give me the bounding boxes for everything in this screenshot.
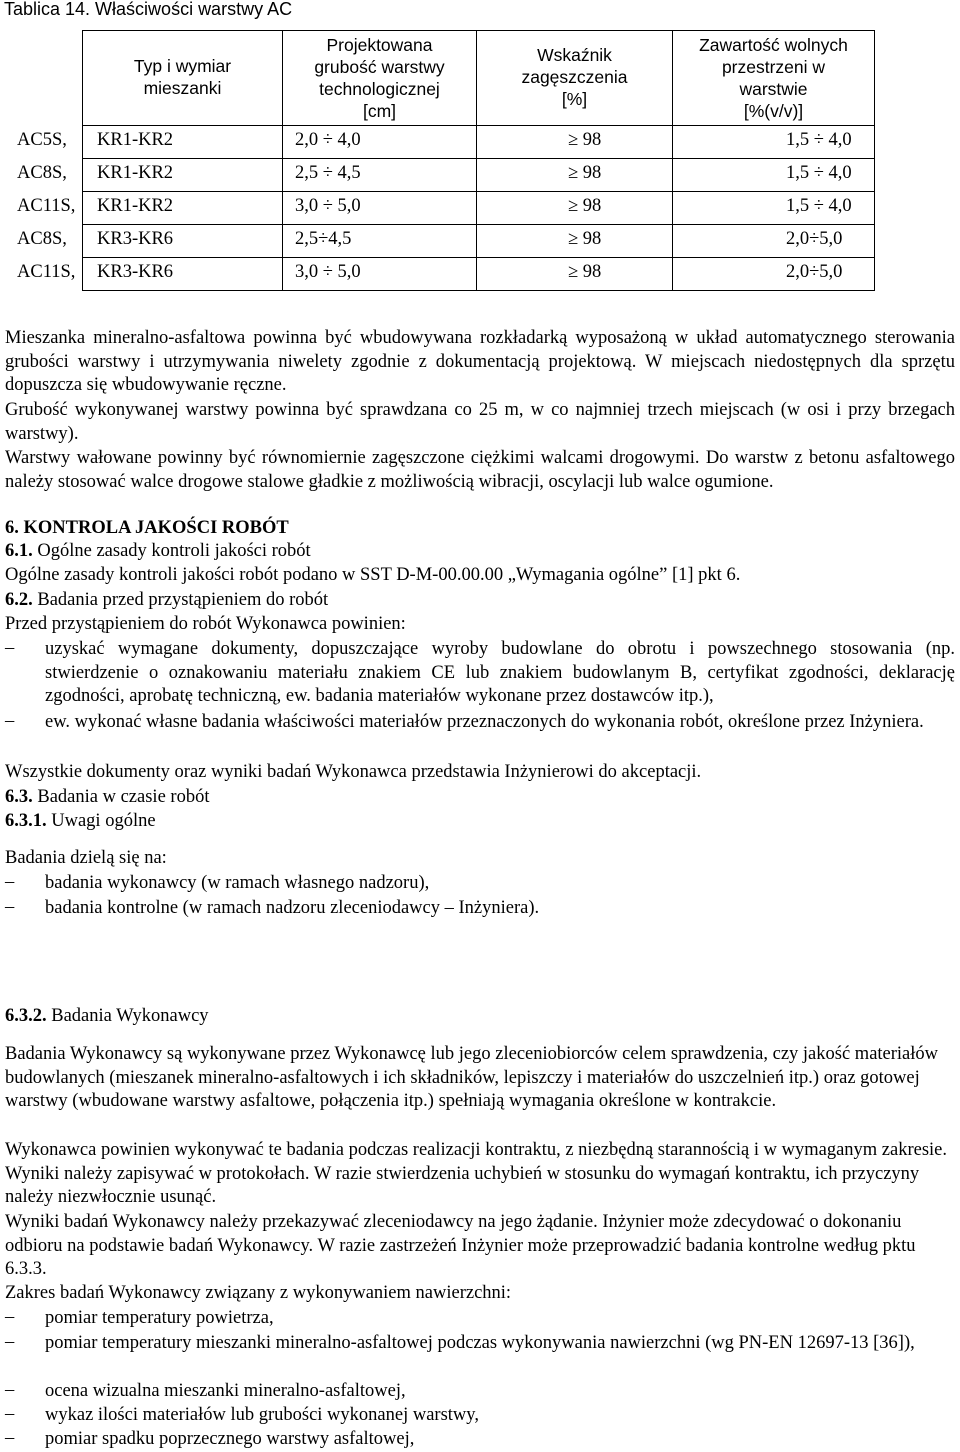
header-cell-type [83,31,283,126]
cell-text: AC5S, [17,130,67,150]
heading-text: Badania w czasie robót [32,787,210,807]
cell-text: KR1-KR2 [97,196,174,216]
cell-text: KR3-KR6 [97,229,174,249]
table-cell-thickness [283,126,477,159]
list-item: ew. wykonać własne badania właściwości materiałów przeznaczonych do wykonania robót, określone przez Inżyniera. [45,712,924,732]
list-item: pomiar temperatury mieszanki mineralno-asfaltowej podczas wykonywania nawierzchni (wg PN-EN 12697-13 [36]), [45,1333,915,1353]
cell-text: 1,5 ÷ 4,0 [786,130,852,150]
list-item: pomiar temperatury powietrza, [45,1308,274,1328]
cell-text: AC8S, [17,163,67,183]
cell-text: AC11S, [17,196,76,216]
table-cell-voids [673,258,875,291]
table-cell-compaction [477,258,673,291]
heading-text: Badania Wykonawcy [46,1006,209,1026]
heading-text: Uwagi ogólne [46,811,156,831]
paragraph-paver: Mieszanka mineralno-asfaltowa powinna być wbudowywana rozkładarką wyposażoną w układ automatycznego sterowania grubości warstwy i utrzymywania niwelety zgodnie z dokumentacją projektową. W miejscach niedostępnych dla sprzętu dopuszcza się wbudowywanie ręczne. [5,328,955,395]
cell-text: ≥ 98 [568,130,602,150]
section-heading-6-3-2 [5,1006,209,1027]
paragraph-6-3-2-b: Wykonawca powinien wykonywać te badania podczas realizacji kontraktu, z niezbędną starannością i w wymaganym zakresie. Wyniki należy zapisywać w protokołach. W razie stwierdzenia uchybień w stosunku do wymagań kontraktu, ich przyczyny należy niezwłocznie usunąć. [5,1140,948,1207]
header-text: warstwie [739,78,808,99]
header-text: technologicznej [319,78,440,99]
cell-text: AC11S, [17,262,76,282]
section-heading-6: 6. KONTROLA JAKOŚCI ROBÓT [5,518,289,538]
table-cell-voids [673,192,875,225]
cell-text: ≥ 98 [568,229,602,249]
table-cell-type [17,225,283,258]
heading-number: 6.3. [5,787,33,807]
cell-text: AC8S, [17,229,67,249]
cell-text: 2,0÷5,0 [786,262,843,282]
header-text: Projektowana [326,34,433,55]
cell-text: 2,5÷4,5 [295,229,352,249]
table-cell-thickness [283,258,477,291]
cell-text: ≥ 98 [568,196,602,216]
list-dash: – [5,872,15,892]
table-cell-type [17,159,283,192]
table-cell-thickness [283,192,477,225]
header-cell-voids [673,31,875,126]
header-text: przestrzeni w [721,56,826,77]
cell-text: KR1-KR2 [97,163,174,183]
paragraph-6-2-b: Wszystkie dokumenty oraz wyniki badań Wykonawca przedstawia Inżynierowi do akceptacji. [5,762,702,782]
heading-number: 6.3.1. [5,811,47,831]
list-dash: – [5,897,15,917]
list-dash: – [5,638,15,658]
table-cell-thickness [283,225,477,258]
header-cell-thickness [283,31,477,126]
header-text: mieszanki [143,78,222,98]
cell-text: KR1-KR2 [97,130,174,150]
cell-text: KR3-KR6 [97,262,174,282]
cell-text: 3,0 ÷ 5,0 [295,196,361,216]
header-text: Typ i wymiar [133,56,232,76]
header-text: [%] [561,88,588,109]
cell-text: 1,5 ÷ 4,0 [786,196,852,216]
header-text: zagęszczenia [521,66,628,87]
table-caption: Tablica 14. Właściwości warstwy AC [4,0,293,19]
list-item: uzyskać wymagane dokumenty, dopuszczające wyroby budowlane do obrotu i powszechnego stosowania (np. stwierdzenie o oznakowaniu materiału znakiem CE lub znakiem budowlanym B, certyfikat zgodności, deklarację zgodności, aprobatę techniczną, ew. badania materiałów wykonane przez dostawców itp.), [45,639,955,706]
list-item: pomiar spadku poprzecznego warstwy asfaltowej, [45,1429,415,1449]
heading-text: Badania przed przystąpieniem do robót [32,590,329,610]
cell-text: ≥ 98 [568,262,602,282]
table-cell-voids [673,159,875,192]
table-row [83,192,875,225]
paragraph-6-3-2-c: Wyniki badań Wykonawcy należy przekazywać zleceniodawcy na jego żądanie. Inżynier może zdecydować o dokonaniu odbioru na podstawie badań Wykonawcy. W razie zastrzeżeń Inżynier może przeprowadzić badania kontrolne według pktu 6.3.3. [5,1212,916,1279]
section-heading-6-3-1 [5,811,156,832]
header-text: [%(v/v)] [743,100,804,121]
table-cell-voids [673,225,875,258]
list-dash: – [5,1428,15,1448]
paragraph-6-3-2-d: Zakres badań Wykonawcy związany z wykonywaniem nawierzchni: [5,1283,512,1303]
heading-number: 6.1. [5,541,33,561]
cell-text: 3,0 ÷ 5,0 [295,262,361,282]
table-cell-voids [673,126,875,159]
paragraph-6-1: Ogólne zasady kontroli jakości robót podano w SST D-M-00.00.00 „Wymagania ogólne” [1] pkt 6. [5,565,741,585]
table-cell-type [17,126,283,159]
heading-number: 6.2. [5,590,33,610]
header-text: grubość warstwy [314,56,445,77]
cell-text: 2,5 ÷ 4,5 [295,163,361,183]
header-cell-compaction [477,31,673,126]
section-heading-6-1 [5,541,311,562]
list-item: badania kontrolne (w ramach nadzoru zleceniodawcy – Inżyniera). [45,898,540,918]
table-row [83,126,875,159]
list-dash: – [5,1332,15,1352]
list-dash: – [5,1404,15,1424]
table-cell-compaction [477,159,673,192]
header-text: Zawartość wolnych [699,34,848,55]
list-dash: – [5,1307,15,1327]
table-row [83,159,875,192]
heading-text: Ogólne zasady kontroli jakości robót [32,541,311,561]
table-cell-thickness [283,159,477,192]
cell-text: 2,0÷5,0 [786,229,843,249]
table-cell-type [17,192,283,225]
list-dash: – [5,1380,15,1400]
table-row [83,225,875,258]
header-text: [cm] [362,100,397,121]
table-cell-type [17,258,283,291]
table-header-row [83,31,875,126]
section-heading-6-3 [5,787,209,808]
paragraph-6-3-1: Badania dzielą się na: [5,848,167,868]
list-item: badania wykonawcy (w ramach własnego nadzoru), [45,873,430,893]
cell-text: 2,0 ÷ 4,0 [295,130,361,150]
list-item: wykaz ilości materiałów lub grubości wykonanej warstwy, [45,1405,479,1425]
list-item: ocena wizualna mieszanki mineralno-asfaltowej, [45,1381,406,1401]
paragraph-6-2: Przed przystąpieniem do robót Wykonawca powinien: [5,614,406,634]
header-text: Wskaźnik [537,44,612,65]
table-row [83,258,875,291]
table-cell-compaction [477,192,673,225]
paragraph-6-3-2-a: Badania Wykonawcy są wykonywane przez Wykonawcę lub jego zleceniobiorców celem sprawdzenia, czy jakość materiałów budowlanych (mieszanek mineralno-asfaltowych i ich składników, lepiszczy i materiałów do uszczelnień itp.) oraz gotowej warstwy (wbudowane warstwy asfaltowe, połączenia itp.) spełniają wymagania określone w kontrakcie. [5,1044,939,1111]
paragraph-rolling: Warstwy wałowane powinny być równomiernie zagęszczone ciężkimi walcami drogowymi. Do warstw z betonu asfaltowego należy stosować walce drogowe stalowe gładkie z możliwością wibracji, oscylacji lub walce ogumione. [5,448,955,492]
properties-table [17,30,875,291]
table-cell-compaction [477,225,673,258]
cell-text: ≥ 98 [568,163,602,183]
table-cell-compaction [477,126,673,159]
list-dash: – [5,711,15,731]
paragraph-thickness-check: Grubość wykonywanej warstwy powinna być sprawdzana co 25 m, w co najmniej trzech miejscach (w osi i przy brzegach warstwy). [5,400,955,444]
section-heading-6-2 [5,590,328,611]
heading-number: 6.3.2. [5,1006,47,1026]
cell-text: 1,5 ÷ 4,0 [786,163,852,183]
